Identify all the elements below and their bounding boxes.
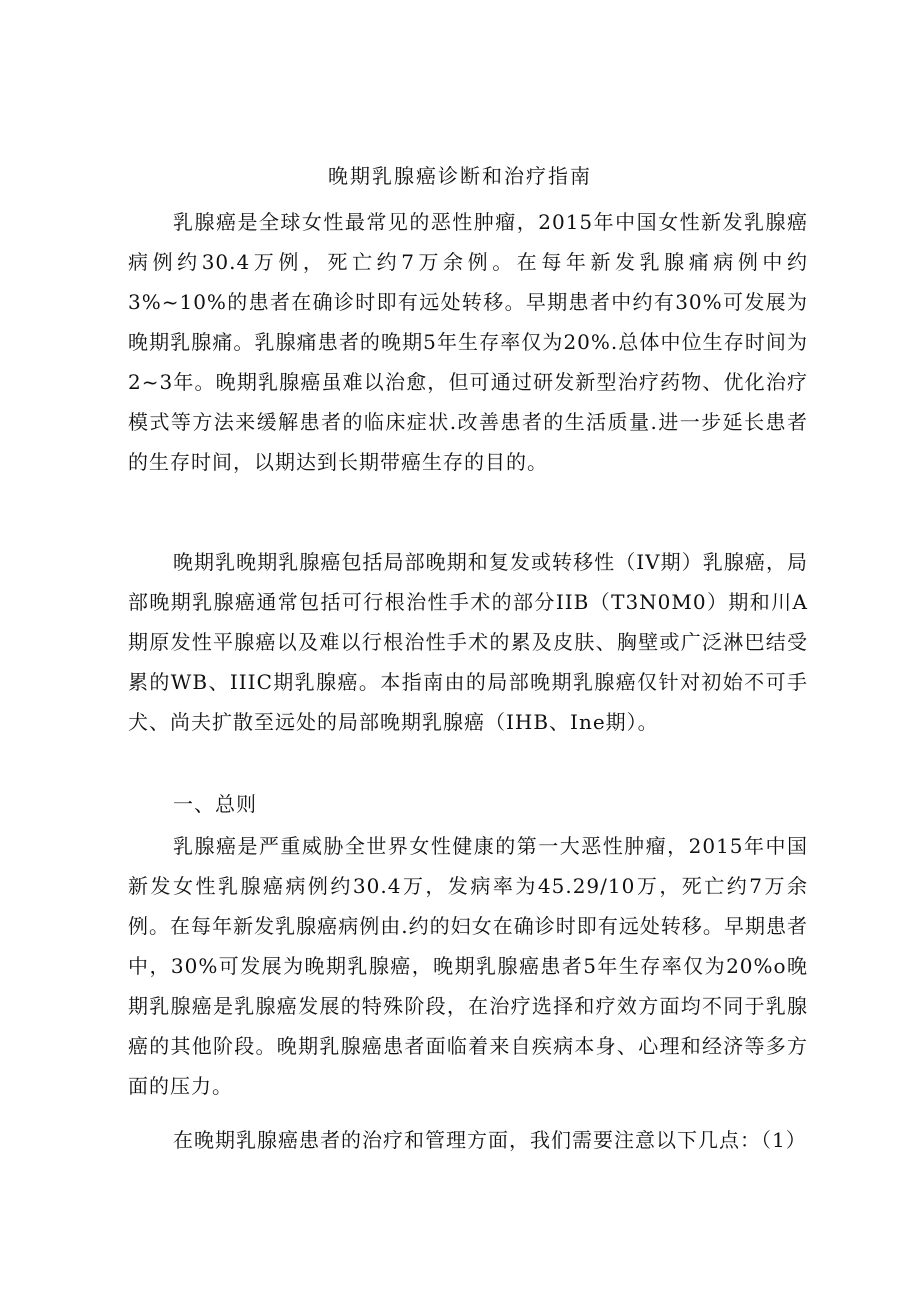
document-title: 晚期乳腺癌诊断和治疗指南 — [328, 164, 592, 188]
paragraph-management: 在晚期乳腺癌患者的治疗和管理方面，我们需要注意以下几点：（1） — [173, 1128, 807, 1152]
section-heading-general: 一、总则 — [173, 792, 257, 816]
paragraph-epidemiology: 乳腺癌是全球女性最常见的恶性肿瘤，2015年中国女性新发乳腺癌病例约30.4万例，死亡约7万余例。在每年新发乳腺痛病例中约3%~10%的患者在确诊时即有远处转移。早期患者中约有30%可发展为晚期乳腺痛。乳腺痛患者的晚期5年生存率仅为20%.总体中位生存时间为2~3年。晚期乳腺癌虽难以治愈，但可通过研发新型治疗药物、优化治疗模式等方法来缓解患者的临床症状.改善患者的生活质量.进一步延长患者的生存时间，以期达到长期带癌生存的目的。 — [128, 210, 808, 474]
paragraph-definition: 晚期乳晚期乳腺癌包括局部晚期和复发或转移性（IV期）乳腺癌，局部晚期乳腺癌通常包括可行根治性手术的部分IIB（T3N0M0）期和川A期原发性平腺癌以及难以行根治性手术的累及皮肤、胸壁或广泛淋巴结受累的WB、IIIC期乳腺癌。本指南由的局部晚期乳腺癌仅针对初始不可手犬、尚夫扩散至远处的局部晚期乳腺癌（IHB、Ine期）。 — [128, 550, 808, 734]
paragraph-general: 乳腺癌是严重威胁全世界女性健康的第一大恶性肿瘤，2015年中国新发女性乳腺癌病例约30.4万，发病率为45.29/10万，死亡约7万余例。在每年新发乳腺癌病例由.约的妇女在确诊时即有远处转移。早期患者中，30%可发展为晚期乳腺癌，晚期乳腺癌患者5年生存率仅为20%o晚期乳腺癌是乳腺癌发展的特殊阶段，在治疗选择和疗效方面均不同于乳腺癌的其他阶段。晚期乳腺癌患者面临着来自疾病本身、心理和经济等多方面的压力。 — [128, 834, 808, 1098]
